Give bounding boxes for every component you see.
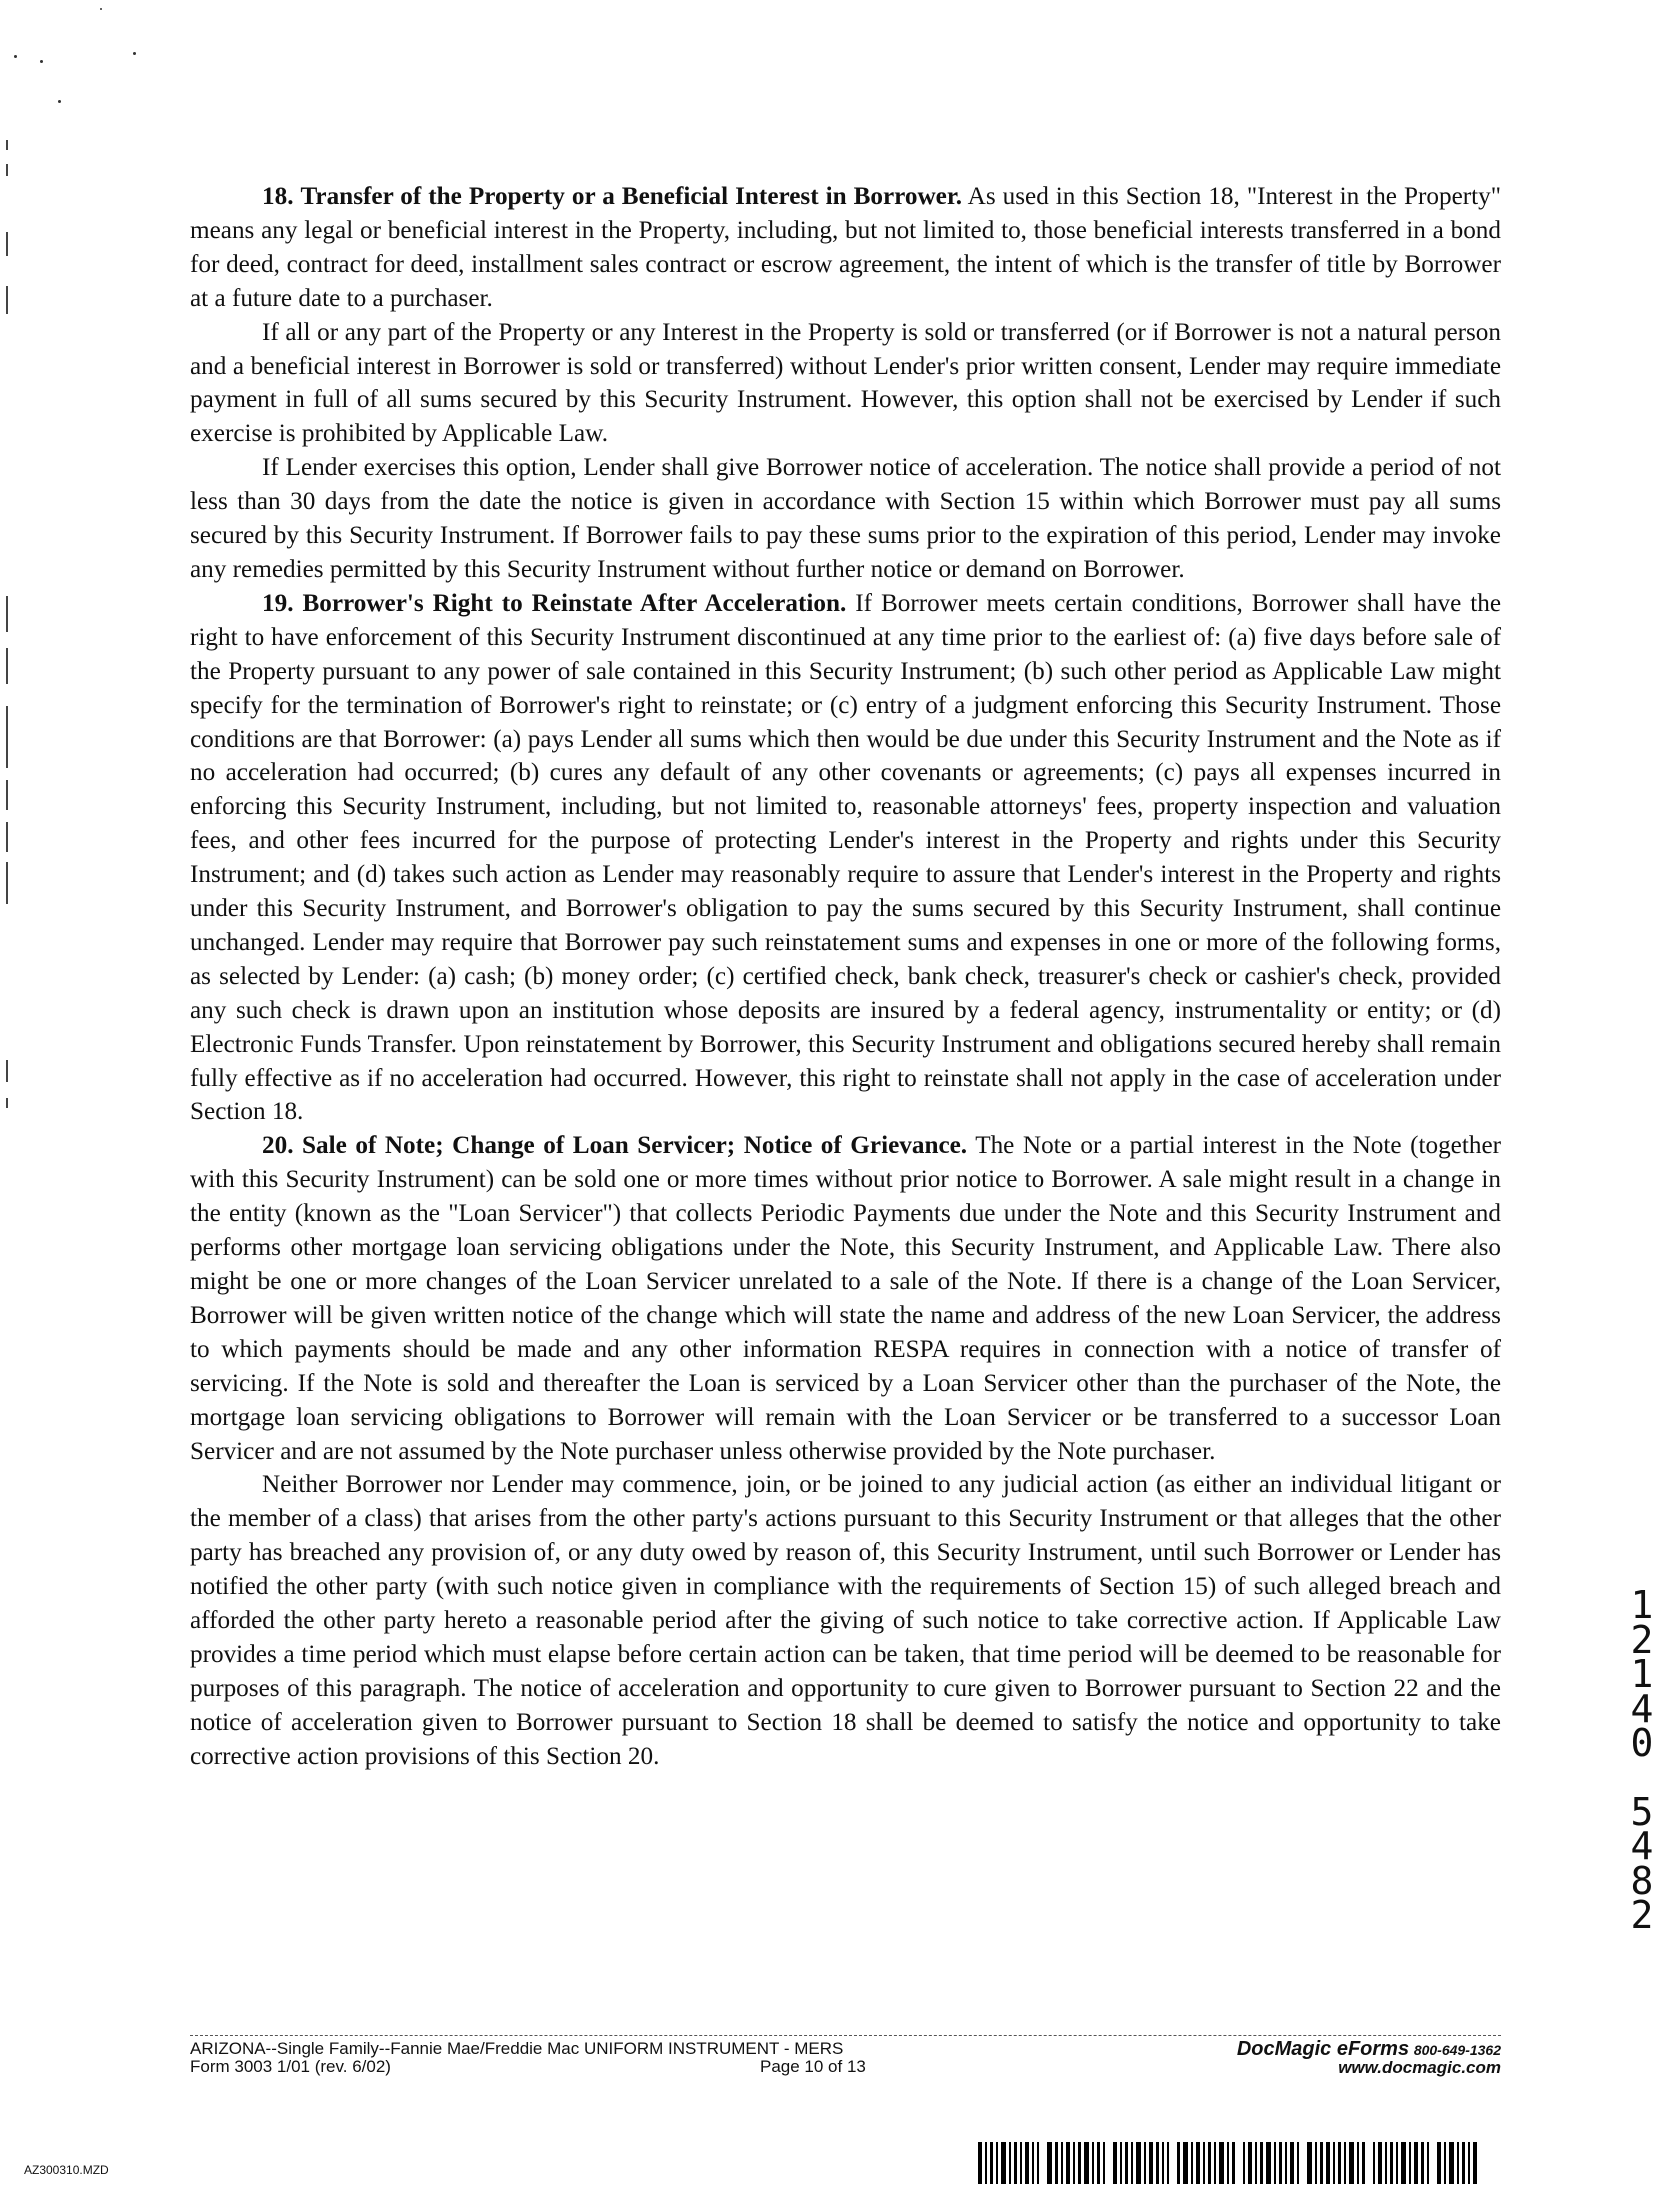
footer-brand: DocMagic eForms bbox=[1236, 2038, 1410, 2060]
section-20-paragraph-2: Neither Borrower nor Lender may commence, join, or be joined to any judicial action (as either an individual litigant or the member of a class) that arises from the other party's actions pursuant to this Security Instrument or that alleges that the other party has breached any provision of, or any duty owed by reason of, this Security Instrument, until such Borrower or Lender has notified the other party (with such notice given in compliance with the requirements of Section 15) of such alleged breach and afforded the other party hereto a reasonable period after the giving of such notice to take corrective action. If Applicable Law provides a time period which must elapse before certain action can be taken, that time period will be deemed to be reasonable for purposes of this paragraph. The notice of acceleration and opportunity to cure given to Borrower pursuant to Section 22 and the notice of acceleration given to Borrower pursuant to Section 18 shall be deemed to satisfy the notice and opportunity to take corrective action provisions of this Section 20. bbox=[190, 1471, 1501, 1770]
section-18-paragraph-2: If all or any part of the Property or any Interest in the Property is sold or transferred (or if Borrower is not a natural person and a beneficial interest in Borrower is sold or transferred) without Lender's prior written consent, Lender may require immediate payment in full of all sums secured by this Security Instrument. However, this option shall not be exercised by Lender if such exercise is prohibited by Applicable Law. bbox=[190, 318, 1501, 448]
section-19-paragraph bbox=[190, 587, 1501, 1130]
section-20-heading: Sale of Note; Change of Loan Servicer; Notice of Grievance. bbox=[302, 1132, 968, 1160]
section-18-heading: Transfer of the Property or a Beneficial Interest in Borrower. bbox=[300, 183, 963, 210]
side-digit: 2 bbox=[1630, 1617, 1654, 1662]
document-body bbox=[190, 180, 1501, 1774]
footer-form-title: ARIZONA--Single Family--Fannie Mae/Freddie Mac UNIFORM INSTRUMENT - MERS bbox=[190, 2039, 844, 2058]
side-digit: 4 bbox=[1630, 1824, 1654, 1868]
side-digit: 1 bbox=[1630, 1583, 1654, 1627]
side-digit: 4 bbox=[1630, 1686, 1654, 1731]
footer-form-info bbox=[190, 2040, 1090, 2076]
section-18-paragraph bbox=[190, 180, 1501, 316]
side-digit: 1 bbox=[1630, 1652, 1654, 1696]
footer-website: www.docmagic.com bbox=[1338, 2058, 1501, 2077]
side-digit: 0 bbox=[1630, 1721, 1654, 1765]
side-document-number bbox=[1624, 1583, 1660, 1937]
section-20-text: The Note or a partial interest in the Note (together with this Security Instrument) can be sold one or more times without prior notice to Borrower. A sale might result in a change in the entity (known as the "Loan Servicer") that collects Periodic Payments due under the Note and this Security Instrument and performs other mortgage loan servicing obligations under the Note, this Security Instrument, and Applicable Law. There also might be one or more changes of the Loan Servicer unrelated to a sale of the Note. If there is a change of the Loan Servicer, Borrower will be given written notice of the change which will state the name and address of the new Loan Servicer, the address to which payments should be made and any other information RESPA requires in connection with a notice of transfer of servicing. If the Note is sold and thereafter the Loan is serviced by a Loan Servicer other than the purchaser of the Note, the mortgage loan servicing obligations to Borrower will remain with the Loan Servicer or be transferred to a successor Loan Servicer and are not assumed by the Note purchaser unless otherwise provided by the Note purchaser. bbox=[190, 1132, 1502, 1465]
footer-form-number: Form 3003 1/01 (rev. 6/02) bbox=[190, 2057, 391, 2076]
section-18-number: 18. bbox=[262, 183, 294, 210]
file-id: AZ300310.MZD bbox=[24, 2163, 109, 2177]
footer-phone: 800-649-1362 bbox=[1413, 2042, 1501, 2058]
section-18-paragraph-3: If Lender exercises this option, Lender shall give Borrower notice of acceleration. The notice shall provide a period of not less than 30 days from the date the notice is given in accordance with Section 15 within which Borrower must pay all sums secured by this Security Instrument. If Borrower fails to pay these sums prior to the expiration of this period, Lender may invoke any remedies permitted by this Security Instrument without further notice or demand on Borrower. bbox=[190, 454, 1501, 583]
side-digit: 8 bbox=[1630, 1858, 1654, 1903]
footer-vendor bbox=[1141, 2040, 1501, 2077]
section-19-heading: Borrower's Right to Reinstate After Acceleration. bbox=[302, 589, 847, 617]
section-20-number: 20. bbox=[262, 1132, 294, 1160]
footer-page-number: Page 10 of 13 bbox=[760, 2057, 866, 2076]
footer-divider bbox=[190, 2035, 1501, 2036]
section-18-text: As used in this Section 18, "Interest in the Property" means any legal or beneficial interest in the Property, including, but not limited to, those beneficial interests transferred in a bond for deed, contract for deed, installment sales contract or escrow agreement, the intent of which is the transfer of title by Borrower at a future date to a purchaser. bbox=[190, 183, 1502, 312]
section-20-paragraph bbox=[190, 1129, 1501, 1468]
section-19-text: If Borrower meets certain conditions, Borrower shall have the right to have enforcement of this Security Instrument discontinued at any time prior to the earliest of: (a) five days before sale of the Property pursuant to any power of sale contained in this Security Instrument; (b) such other period as Applicable Law might specify for the termination of Borrower's right to reinstate; or (c) entry of a judgment enforcing this Security Instrument. Those conditions are that Borrower: (a) pays Lender all sums which then would be due under this Security Instrument and the Note as if no acceleration had occurred; (b) cures any default of any other covenants or agreements; (c) pays all expenses incurred in enforcing this Security Instrument, including, but not limited to, reasonable attorneys' fees, property inspection and valuation fees, and other fees incurred for the purpose of protecting Lender's interest in the Property and rights under this Security Instrument; and (d) takes such action as Lender may reasonably require to assure that Lender's interest in the Property and rights under this Security Instrument, and Borrower's obligation to pay the sums secured by this Security Instrument, shall continue unchanged. Lender may require that Borrower pay such reinstatement sums and expenses in one or more of the following forms, as selected by Lender: (a) cash; (b) money order; (c) certified check, bank check, treasurer's check or cashier's check, provided any such check is drawn upon an institution whose deposits are insured by a federal agency, instrumentality or entity; or (d) Electronic Funds Transfer. Upon reinstatement by Borrower, this Security Instrument and obligations secured hereby shall remain fully effective as if no acceleration had occurred. However, this right to reinstate shall not apply in the case of acceleration under Section 18. bbox=[190, 589, 1502, 1126]
section-19-number: 19. bbox=[262, 589, 294, 617]
side-digit: 2 bbox=[1630, 1893, 1654, 1937]
side-digit: 5 bbox=[1630, 1789, 1654, 1834]
barcode-image bbox=[978, 2142, 1480, 2184]
